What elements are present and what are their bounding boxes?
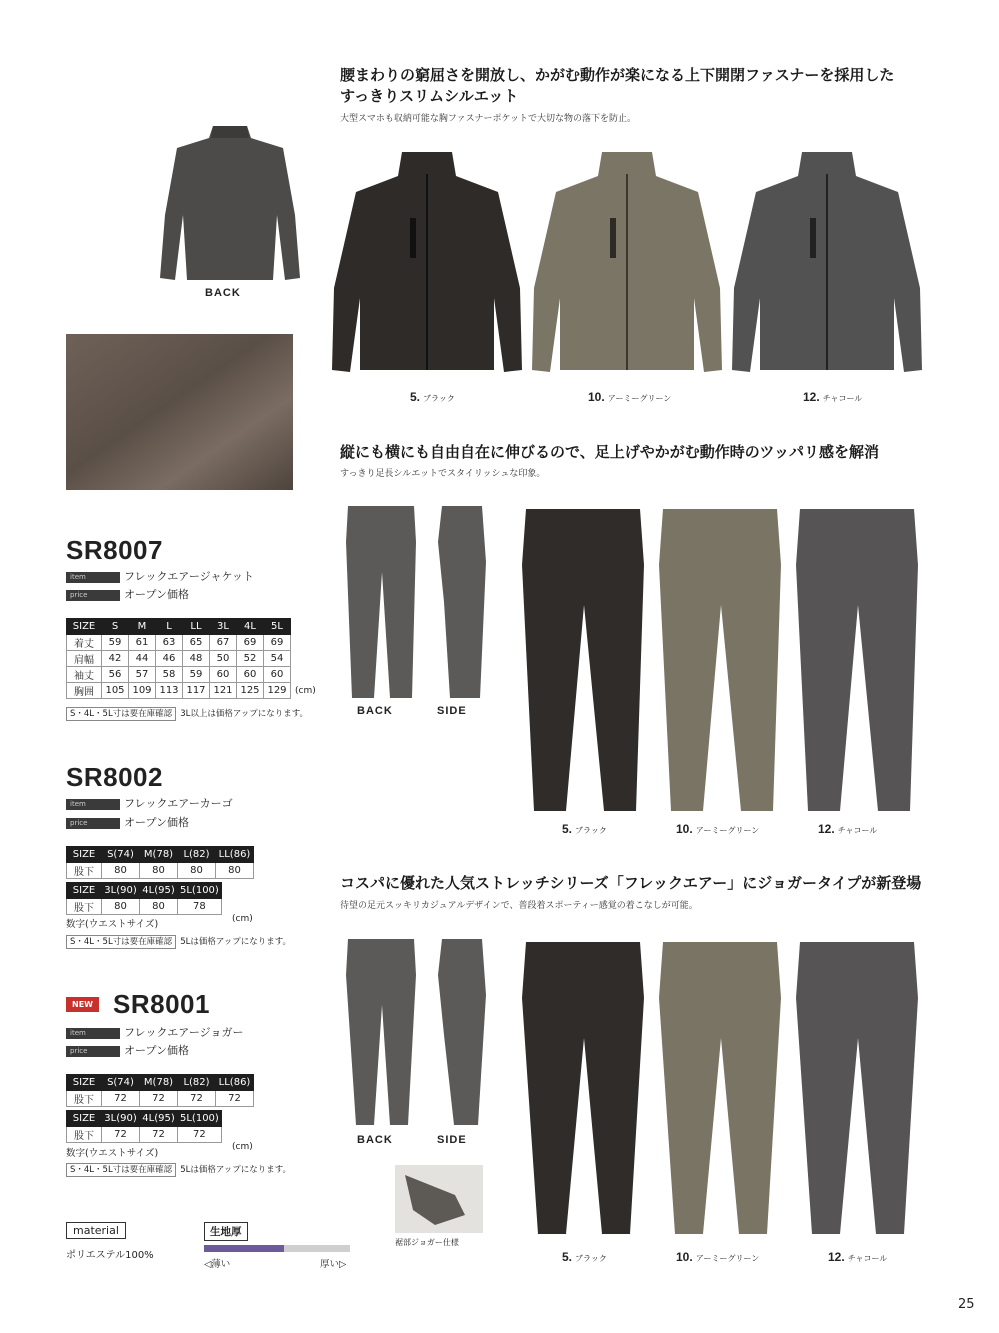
new-badge: NEW: [66, 997, 99, 1012]
sr8001-size-table-1: SIZE S(74) M(78) L(82) LL(86) 股下 72 72 72 72: [66, 1074, 254, 1107]
jacket-back-label: BACK: [205, 287, 241, 299]
jacket-charcoal-image: [730, 148, 925, 384]
sr8001-price-row: price オープン価格: [66, 1042, 189, 1060]
jogger-color-caption-black: 5. ブラック: [562, 1250, 607, 1264]
item-tag: item: [66, 572, 120, 583]
jogger-back-label: BACK: [357, 1134, 393, 1146]
sr8002-note: S・4L・5L寸は要在庫確認 5Lは価格アップになります。: [66, 935, 291, 947]
price-tag: price: [66, 818, 120, 829]
jacket-subtext: 大型スマホも収納可能な胸ファスナーポケットで大切な物の落下を防止。: [340, 114, 637, 124]
sr8002-unit: (cm): [232, 914, 253, 924]
item-tag: item: [66, 799, 120, 810]
jacket-black-image: [330, 148, 525, 384]
sr8007-note: S・4L・5L寸は要在庫確認 3L以上は価格アップになります。: [66, 707, 308, 719]
jacket-headline-2: すっきりスリムシルエット: [340, 87, 519, 105]
sr8002-size-table-1: SIZE S(74) M(78) L(82) LL(86) 股下 80 80 80 80: [66, 846, 254, 879]
thickness-gauge-fill: [204, 1245, 284, 1252]
sr8007-unit: (cm): [295, 686, 316, 696]
sr8002-item-row: item フレックエアーカーゴ: [66, 795, 233, 813]
jogger-color-caption-army-green: 10. アーミーグリーン: [676, 1250, 760, 1264]
jogger-black-image: [518, 938, 648, 1238]
jogger-color-caption-charcoal: 12. チャコール: [828, 1250, 888, 1264]
cargo-color-caption-army-green: 10. アーミーグリーン: [676, 822, 760, 836]
model-sr8007: SR8007: [66, 535, 163, 565]
jogger-subtext: 待望の足元スッキリカジュアルデザインで、普段着スポーティー感覚の着こなしが可能。: [340, 901, 698, 911]
jogger-cuff-caption: 裾部ジョガー仕様: [395, 1238, 459, 1247]
cargo-army-green-image: [655, 505, 785, 815]
jogger-charcoal-image: [792, 938, 922, 1238]
jogger-cuff-detail-image: [395, 1165, 483, 1233]
price-tag: price: [66, 590, 120, 601]
sr8007-item-row: item フレックエアージャケット: [66, 568, 254, 586]
jacket-color-caption-charcoal: 12. チャコール: [803, 390, 863, 404]
cargo-subtext: すっきり足長シルエットでスタイリッシュな印象。: [340, 469, 546, 479]
jacket-army-green-image: [530, 148, 725, 384]
jacket-back-image: [155, 120, 305, 285]
sr8001-size-table-2: SIZE 3L(90) 4L(95) 5L(100) 股下 72 72 72: [66, 1110, 222, 1143]
material-label: material: [66, 1222, 126, 1239]
cargo-side-label: SIDE: [437, 705, 467, 717]
cargo-charcoal-image: [792, 505, 922, 815]
jacket-headline-1: 腰まわりの窮屈さを開放し、かがむ動作が楽になる上下開閉ファスナーを採用した: [340, 66, 895, 84]
page-number: 25: [958, 1297, 975, 1312]
jogger-army-green-image: [655, 938, 785, 1238]
thickness-label: 生地厚: [204, 1222, 248, 1241]
sr8002-waist-note: 数字(ウエストサイズ): [66, 919, 159, 930]
cargo-color-caption-charcoal: 12. チャコール: [818, 822, 878, 836]
jogger-side-image: [432, 935, 492, 1130]
cargo-back-label: BACK: [357, 705, 393, 717]
cargo-headline: 縦にも横にも自由自在に伸びるので、足上げやかがむ動作時のツッパリ感を解消: [340, 443, 879, 461]
sr8007-size-table: SIZE S M L LL 3L 4L 5L 着丈 59 61 63 65 67 69 69 肩幅 42 44 46 48 50 52 54 袖丈 56 57 58 59 60 60 60 胸囲 105 109 113 117 121 125 129: [66, 618, 291, 699]
model-sr8002: SR8002: [66, 762, 163, 792]
jogger-back-image: [342, 935, 422, 1130]
cargo-black-image: [518, 505, 648, 815]
sr8007-price-row: price オープン価格: [66, 586, 189, 604]
cargo-side-image: [432, 502, 492, 702]
sr8002-size-table-2: SIZE 3L(90) 4L(95) 5L(100) 股下 80 80 78: [66, 882, 222, 915]
jacket-color-caption-army-green: 10. アーミーグリーン: [588, 390, 672, 404]
sr8002-price-row: price オープン価格: [66, 814, 189, 832]
fabric-swatch-image: [66, 334, 293, 490]
material-value: ポリエステル100%: [66, 1250, 154, 1261]
jogger-side-label: SIDE: [437, 1134, 467, 1146]
thickness-thin-label: ◁薄い: [204, 1259, 231, 1270]
jogger-headline: コスパに優れた人気ストレッチシリーズ「フレックエアー」にジョガータイプが新登場: [340, 874, 922, 892]
item-tag: item: [66, 1028, 120, 1039]
sr8001-item-row: item フレックエアージョガー: [66, 1024, 243, 1042]
sr8001-note: S・4L・5L寸は要在庫確認 5Lは価格アップになります。: [66, 1163, 291, 1175]
sr8001-waist-note: 数字(ウエストサイズ): [66, 1148, 159, 1159]
thickness-gauge: [204, 1245, 350, 1252]
thickness-thick-label: 厚い▷: [320, 1259, 347, 1270]
sr8001-unit: (cm): [232, 1142, 253, 1152]
model-sr8001: SR8001: [113, 989, 210, 1019]
cargo-color-caption-black: 5. ブラック: [562, 822, 607, 836]
price-tag: price: [66, 1046, 120, 1057]
cargo-back-image: [342, 502, 422, 702]
jacket-color-caption-black: 5. ブラック: [410, 390, 455, 404]
